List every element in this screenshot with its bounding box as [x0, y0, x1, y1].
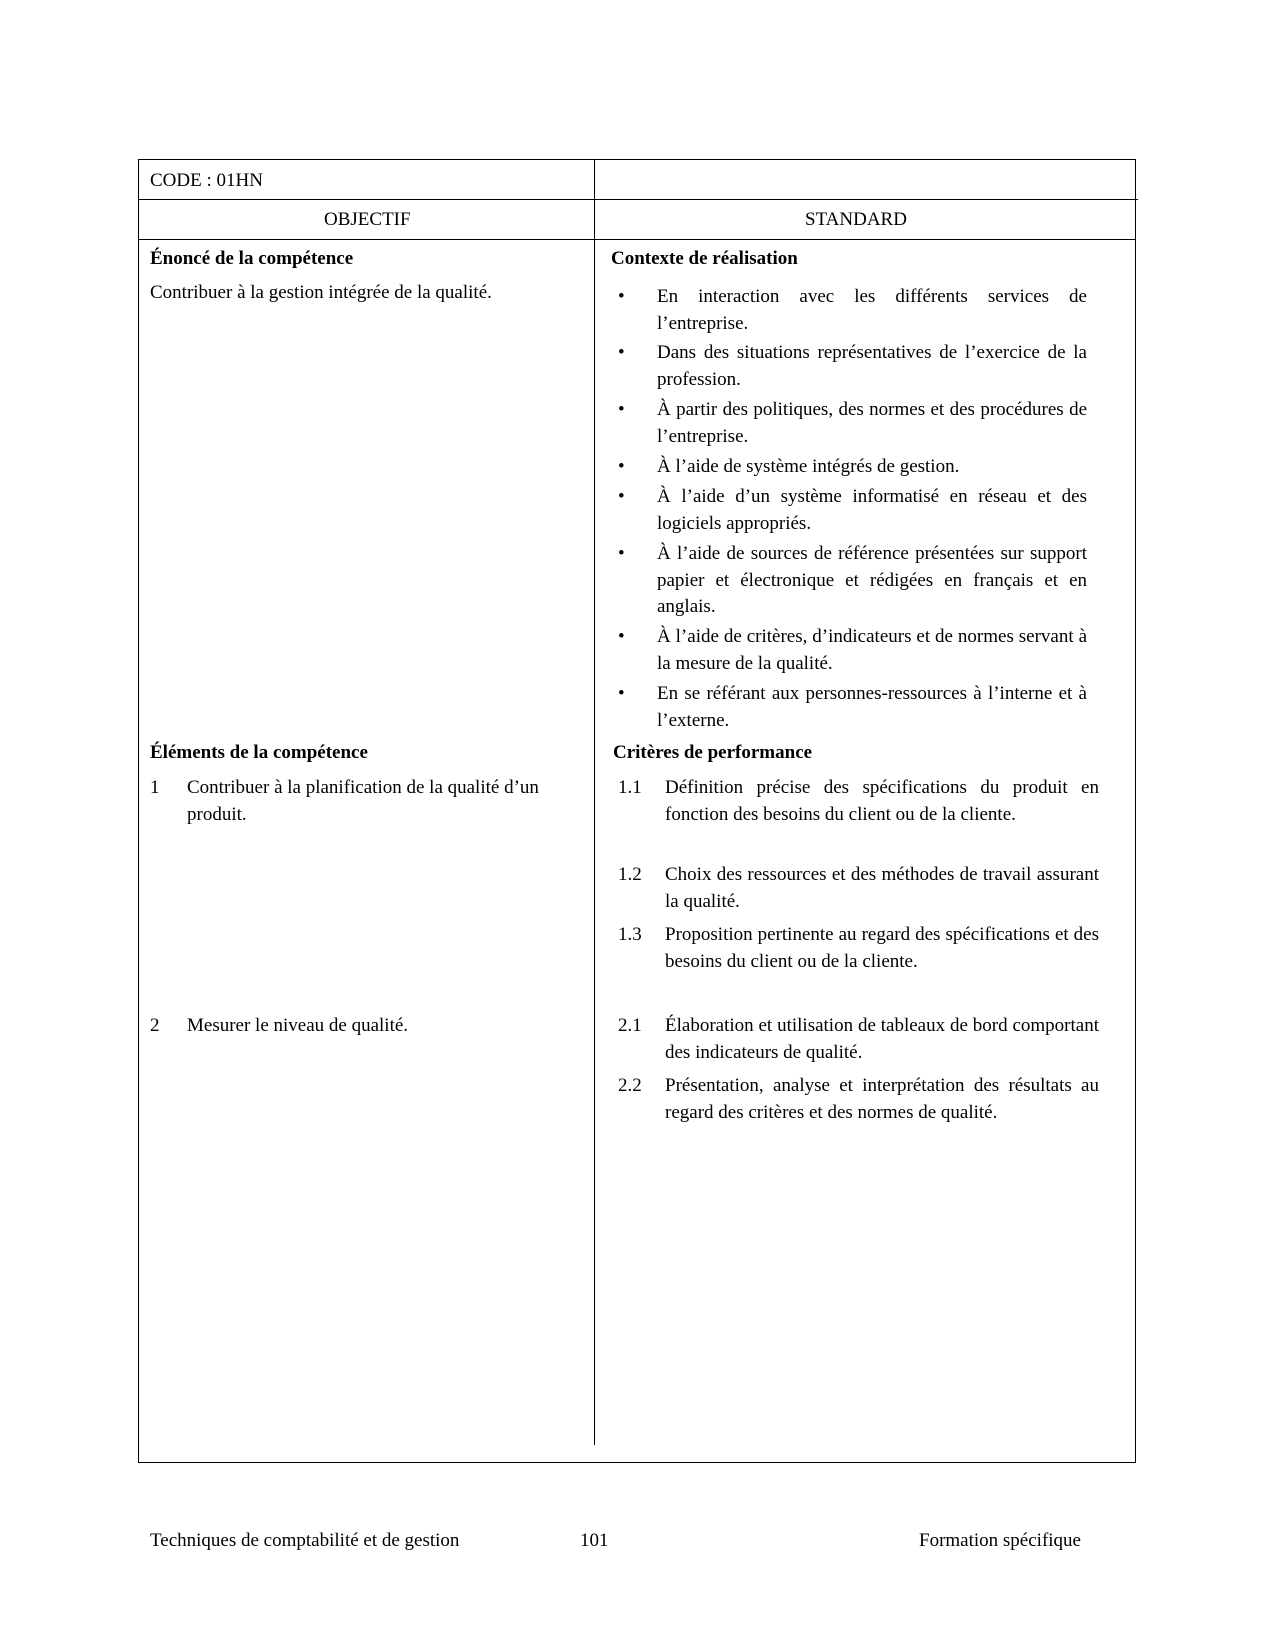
bullet-dot: •	[618, 626, 625, 647]
criteres-heading: Critères de performance	[613, 742, 813, 763]
contexte-item-text: À l’aide de sources de référence présentées sur support papier et électronique et rédigées en français et en anglais.	[657, 543, 1087, 617]
bullet-dot: •	[618, 399, 625, 420]
footer-section: Formation spécifique	[919, 1530, 1081, 1551]
element-number: 1	[150, 777, 160, 798]
critere-number: 1.1	[618, 777, 642, 798]
footer-program: Techniques de comptabilité et de gestion	[150, 1530, 460, 1551]
critere-number: 2.2	[618, 1075, 642, 1096]
elements-heading: Éléments de la compétence	[150, 742, 368, 763]
code-label: CODE : 01HN	[150, 170, 263, 191]
critere-text: Choix des ressources et des méthodes de travail assurant la qualité.	[665, 864, 1099, 912]
header-divider-2	[138, 239, 1136, 240]
column-divider	[594, 159, 595, 1445]
header-divider-1	[138, 199, 1138, 200]
bullet-dot: •	[618, 456, 625, 477]
contexte-item-text: À l’aide de système intégrés de gestion.	[657, 456, 960, 477]
footer-page-number: 101	[580, 1530, 609, 1551]
bullet-dot: •	[618, 543, 625, 564]
critere-number: 1.2	[618, 864, 642, 885]
standard-header: STANDARD	[805, 209, 907, 230]
contexte-item-text: À l’aide de critères, d’indicateurs et de normes servant à la mesure de la qualité.	[657, 626, 1087, 674]
critere-text: Proposition pertinente au regard des spécifications et des besoins du client ou de la cliente.	[665, 924, 1099, 972]
element-number: 2	[150, 1015, 160, 1036]
objectif-header: OBJECTIF	[324, 209, 411, 230]
contexte-item-text: En se référant aux personnes-ressources à l’interne et à l’externe.	[657, 683, 1087, 731]
bullet-dot: •	[618, 286, 625, 307]
contexte-item-text: Dans des situations représentatives de l’exercice de la profession.	[657, 342, 1087, 390]
contexte-item-text: À partir des politiques, des normes et des procédures de l’entreprise.	[657, 399, 1087, 447]
critere-text: Élaboration et utilisation de tableaux de bord comportant des indicateurs de qualité.	[665, 1015, 1099, 1063]
critere-number: 2.1	[618, 1015, 642, 1036]
contexte-heading: Contexte de réalisation	[611, 248, 798, 269]
critere-text: Présentation, analyse et interprétation des résultats au regard des critères et des normes de qualité.	[665, 1075, 1099, 1123]
contexte-item-text: À l’aide d’un système informatisé en réseau et des logiciels appropriés.	[657, 486, 1087, 534]
contexte-item-text: En interaction avec les différents services de l’entreprise.	[657, 286, 1087, 334]
bullet-dot: •	[618, 486, 625, 507]
element-text: Contribuer à la planification de la qualité d’un produit.	[187, 777, 539, 825]
enonce-heading: Énoncé de la compétence	[150, 248, 354, 269]
element-text: Mesurer le niveau de qualité.	[187, 1015, 409, 1036]
critere-text: Définition précise des spécifications du produit en fonction des besoins du client ou de la cliente.	[665, 777, 1099, 825]
critere-number: 1.3	[618, 924, 642, 945]
bullet-dot: •	[618, 683, 625, 704]
enonce-text: Contribuer à la gestion intégrée de la qualité.	[150, 282, 492, 303]
bullet-dot: •	[618, 342, 625, 363]
